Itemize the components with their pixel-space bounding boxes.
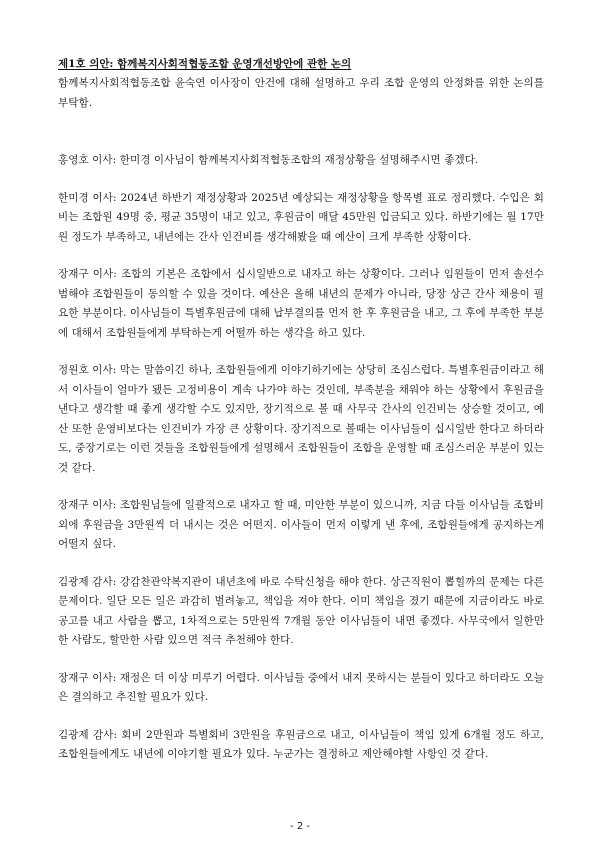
paragraph-7: 장재구 이사: 재정은 더 이상 미루기 어렵다. 이사님들 중에서 내지 못하시는 분들이 있다고 하더라도 오늘은 결의하고 추진할 필요가 있다.	[58, 671, 544, 703]
paragraph-6: 김광제 감사: 강감찬관악복지관이 내년초에 바로 수탁신청을 해야 한다. 상근직원이 뽑힐까의 문제는 다른 문제이다. 일단 모든 일은 과감히 벌려놓고, 책임을 져야 한다. 이미 책임을 졌기 때문에 지금이라도 바로 공고를 내고 사람을 뽑고, 1차적으로는 5만원씩 7개월 동안 이사님들이 내면 좋겠다. 사무국에서 일한만한 사람도, 할만한 사람 있으면 적극 추천해야 한다.	[58, 575, 544, 646]
paragraph-4: 정원호 이사: 막는 말씀이긴 하나, 조합원들에게 이야기하기에는 상당히 조심스럽다. 특별후원금이라고 해서 이사들이 얼마가 됐든 고정비용이 계속 나가야 하는 것인데, 부족분을 채워야 하는 상황에서 후원금을 낸다고 생각할 때 좋게 생각할 수도 있지만, 장기적으로 볼 때 사무국 간사의 인건비는 상승할 것이고, 예산 또한 운영비보다는 인건비가 가장 큰 상황이다. 장기적으로 볼때는 이사님들이 십시일반 한다고 하더라도, 중장기로는 이런 것들을 조합원들에게 설명해서 조합원들이 조합을 운영할 때 조심스러운 부분이 있는 것 같다.	[58, 364, 544, 474]
paragraph-5: 장재구 이사: 조합원님들에 일괄적으로 내자고 할 때, 미안한 부분이 있으니까, 지금 다들 이사님들 조합비 외에 후원금을 3만원씩 더 내시는 것은 어떤지. 이사들이 먼저 이렇게 낸 후에, 조합원들에게 공지하는게 어떨지 싶다.	[58, 499, 544, 550]
paragraph-2: 한미경 이사: 2024년 하반기 재정상황과 2025년 예상되는 재정상황을 항목별 표로 정리했다. 수입은 회비는 조합원 49명 중, 평균 35명이 내고 있고, 후원금이 매달 45만원 입금되고 있다. 하반기에는 월 17만 원 정도가 부족하고, 내년에는 간사 인건비를 생각해봤을 때 예산이 크게 부족한 상황이다.	[58, 191, 544, 243]
page-number: - 2 -	[290, 821, 310, 832]
agenda-intro: 함께복지사회적협동조합 윤숙연 이사장이 안건에 대해 설명하고 우리 조합 운영의 안정화를 위한 논의를 부탁함.	[58, 77, 544, 109]
agenda-heading: 제1호 의안: 함께복지사회적협동조합 운영개선방안에 관한 논의	[58, 58, 352, 70]
paragraph-8: 김광제 감사: 회비 2만원과 특별회비 3만원을 후원금으로 내고, 이사님들이 책임 있게 6개월 정도 하고, 조합원들에게도 내년에 이야기할 필요가 있다. 누군가는 결정하고 제안해야할 사항인 것 같다.	[58, 728, 544, 760]
paragraph-3: 장재구 이사: 조합의 기본은 조합에서 십시일반으로 내자고 하는 상황이다. 그러나 임원들이 먼저 솔선수범해야 조합원들이 동의할 수 있을 것이다. 예산은 올해 내년의 문제가 아니라, 당장 상근 간사 채용이 필요한 부분이다. 이사님들이 특별후원금에 대해 납부결의를 먼저 한 후 후원금을 내고, 그 후에 부족한 부분에 대해서 조합원들에게 부탁하는게 어떨까 하는 생각을 하고 있다.	[58, 268, 544, 339]
paragraph-1: 홍영호 이사: 한미경 이사님이 함께복지사회적협동조합의 재정상황을 설명해주시면 좋겠다.	[58, 154, 479, 166]
